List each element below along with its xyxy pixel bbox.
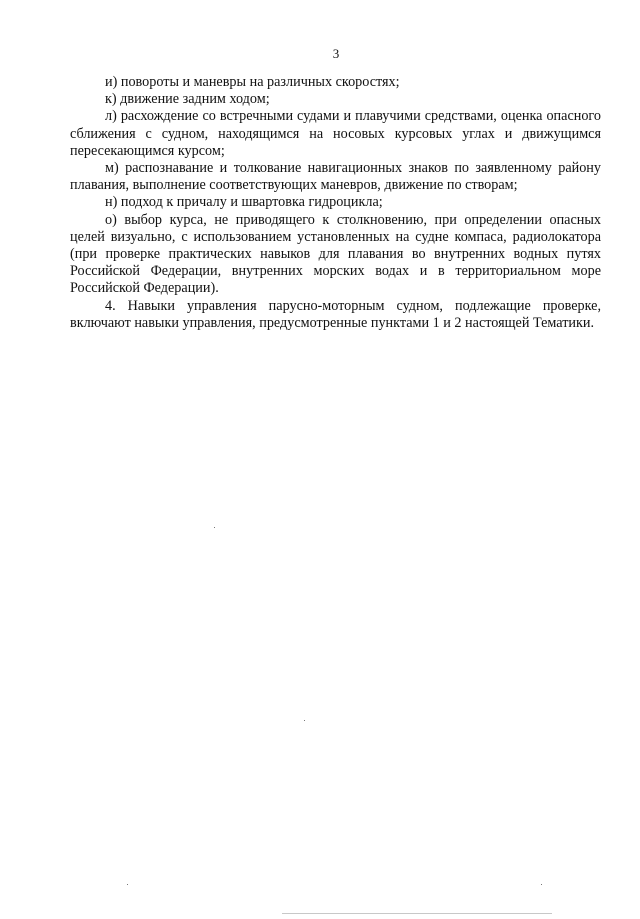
list-item-o: о) выбор курса, не приводящего к столкновению, при определении опасных целей визуально, с использованием установленных на судне компаса, радиолокатора (при проверке практических навыков для плавания во внутренних водных путях Российской Федерации, внутренних морских водах и в территориальном море Российской Федерации). xyxy=(70,211,601,297)
list-item-i: и) повороты и маневры на различных скоростях; xyxy=(105,74,400,90)
document-body xyxy=(70,74,601,332)
scan-speck xyxy=(541,884,542,885)
list-item-k: к) движение задним ходом; xyxy=(105,91,270,108)
section-4-paragraph: 4. Навыки управления парусно-моторным судном, подлежащие проверке, включают навыки управления, предусмотренные пунктами 1 и 2 настоящей Тематики. xyxy=(70,297,601,331)
scan-edge-line xyxy=(282,913,552,914)
list-item-m: м) распознавание и толкование навигационных знаков по заявленному району плавания, выполнение соответствующих маневров, движение по створам; xyxy=(70,160,601,194)
page-number: 3 xyxy=(332,46,340,61)
scan-speck xyxy=(304,720,305,721)
list-item-n: н) подход к причалу и швартовка гидроцикла; xyxy=(105,194,383,211)
scan-speck xyxy=(214,527,215,528)
list-item-l: л) расхождение со встречными судами и плавучими средствами, оценка опасного сближения с судном, находящимся на носовых курсовых углах и движущимся пересекающимся курсом; xyxy=(70,108,601,159)
scan-speck xyxy=(127,884,128,885)
